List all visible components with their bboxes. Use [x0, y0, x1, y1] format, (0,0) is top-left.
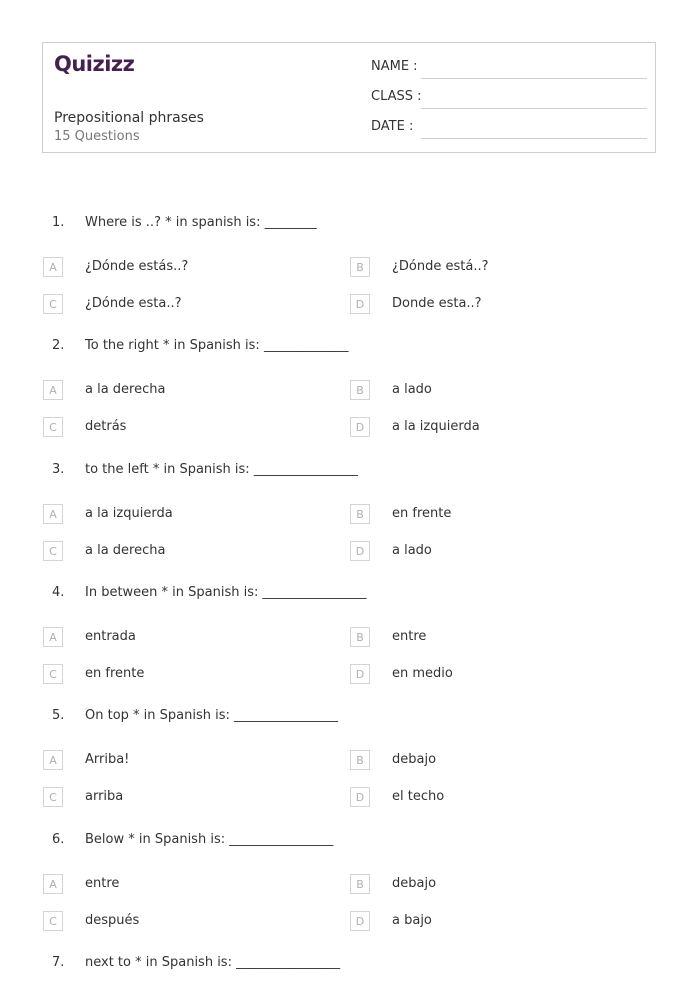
option-letter-box: D: [350, 294, 370, 314]
question-text: In between * in Spanish is: ________________: [85, 585, 367, 600]
question: [52, 585, 652, 603]
name-line: [421, 78, 647, 79]
option-letter-box: C: [43, 541, 63, 561]
option-text: en frente: [85, 666, 145, 681]
answer-option[interactable]: [350, 874, 650, 894]
option-letter-box: B: [350, 627, 370, 647]
option-letter-box: C: [43, 911, 63, 931]
answer-option[interactable]: [350, 911, 650, 931]
question-count: 15 Questions: [54, 129, 140, 144]
option-letter-box: B: [350, 874, 370, 894]
option-text: detrás: [85, 419, 127, 434]
option-text: Donde esta..?: [392, 296, 482, 311]
option-letter-box: D: [350, 911, 370, 931]
option-text: en medio: [392, 666, 453, 681]
answer-option[interactable]: [43, 787, 343, 807]
option-text: ¿Dónde está..?: [392, 259, 489, 274]
name-label: NAME :: [371, 59, 418, 74]
option-text: a lado: [392, 382, 432, 397]
option-text: debajo: [392, 752, 437, 767]
option-letter-box: D: [350, 787, 370, 807]
option-text: ¿Dónde esta..?: [85, 296, 182, 311]
worksheet-title: Prepositional phrases: [54, 110, 204, 126]
option-letter-box: A: [43, 627, 63, 647]
class-field[interactable]: [371, 89, 647, 109]
answer-option[interactable]: [43, 541, 343, 561]
option-letter-box: C: [43, 787, 63, 807]
option-letter-box: C: [43, 294, 63, 314]
date-field[interactable]: [371, 119, 647, 139]
question: [52, 462, 652, 480]
question-text: Where is ..? * in spanish is: ________: [85, 215, 317, 230]
quizizz-logo: Quizizz: [54, 52, 135, 76]
answer-option[interactable]: [43, 627, 343, 647]
date-line: [421, 138, 647, 139]
option-text: arriba: [85, 789, 124, 804]
answer-option[interactable]: [350, 504, 650, 524]
question-number: 5.: [52, 708, 65, 723]
option-letter-box: A: [43, 257, 63, 277]
answer-option[interactable]: [350, 380, 650, 400]
answer-option[interactable]: [350, 750, 650, 770]
option-letter-box: B: [350, 257, 370, 277]
question-number: 3.: [52, 462, 65, 477]
option-letter-box: A: [43, 874, 63, 894]
question-text: Below * in Spanish is: ________________: [85, 832, 334, 847]
answer-option[interactable]: [350, 664, 650, 684]
option-text: a la derecha: [85, 382, 166, 397]
option-text: a lado: [392, 543, 432, 558]
name-field[interactable]: [371, 59, 647, 79]
option-text: en frente: [392, 506, 452, 521]
question-text: next to * in Spanish is: ________________: [85, 955, 341, 970]
question-text: On top * in Spanish is: ________________: [85, 708, 339, 723]
answer-option[interactable]: [350, 627, 650, 647]
answer-option[interactable]: [43, 380, 343, 400]
option-text: Arriba!: [85, 752, 130, 767]
answer-option[interactable]: [350, 787, 650, 807]
option-text: ¿Dónde estás..?: [85, 259, 189, 274]
question: [52, 338, 652, 356]
answer-option[interactable]: [43, 750, 343, 770]
question-number: 4.: [52, 585, 65, 600]
answer-option[interactable]: [43, 417, 343, 437]
option-letter-box: D: [350, 664, 370, 684]
option-letter-box: A: [43, 380, 63, 400]
answer-option[interactable]: [43, 664, 343, 684]
answer-option[interactable]: [43, 504, 343, 524]
question-number: 1.: [52, 215, 65, 230]
answer-option[interactable]: [43, 294, 343, 314]
answer-option[interactable]: [350, 257, 650, 277]
option-letter-box: A: [43, 750, 63, 770]
worksheet-header: [42, 42, 656, 153]
date-label: DATE :: [371, 119, 414, 134]
option-letter-box: D: [350, 417, 370, 437]
option-text: a la izquierda: [85, 506, 173, 521]
option-letter-box: C: [43, 417, 63, 437]
option-letter-box: B: [350, 380, 370, 400]
option-letter-box: C: [43, 664, 63, 684]
option-text: entre: [392, 629, 427, 644]
answer-option[interactable]: [43, 257, 343, 277]
answer-option[interactable]: [43, 874, 343, 894]
answer-option[interactable]: [350, 294, 650, 314]
option-letter-box: D: [350, 541, 370, 561]
option-letter-box: B: [350, 750, 370, 770]
question: [52, 832, 652, 850]
question-number: 2.: [52, 338, 65, 353]
option-text: el techo: [392, 789, 445, 804]
class-label: CLASS :: [371, 89, 422, 104]
question-text: To the right * in Spanish is: _____________: [85, 338, 349, 353]
question: [52, 955, 652, 973]
option-letter-box: B: [350, 504, 370, 524]
option-text: a la izquierda: [392, 419, 480, 434]
option-letter-box: A: [43, 504, 63, 524]
option-text: a bajo: [392, 913, 432, 928]
class-line: [421, 108, 647, 109]
option-text: debajo: [392, 876, 437, 891]
option-text: después: [85, 913, 140, 928]
question-number: 6.: [52, 832, 65, 847]
answer-option[interactable]: [350, 417, 650, 437]
question-text: to the left * in Spanish is: ________________: [85, 462, 358, 477]
answer-option[interactable]: [43, 911, 343, 931]
answer-option[interactable]: [350, 541, 650, 561]
option-text: entrada: [85, 629, 136, 644]
question: [52, 215, 652, 233]
question-number: 7.: [52, 955, 65, 970]
option-text: a la derecha: [85, 543, 166, 558]
option-text: entre: [85, 876, 120, 891]
question: [52, 708, 652, 726]
